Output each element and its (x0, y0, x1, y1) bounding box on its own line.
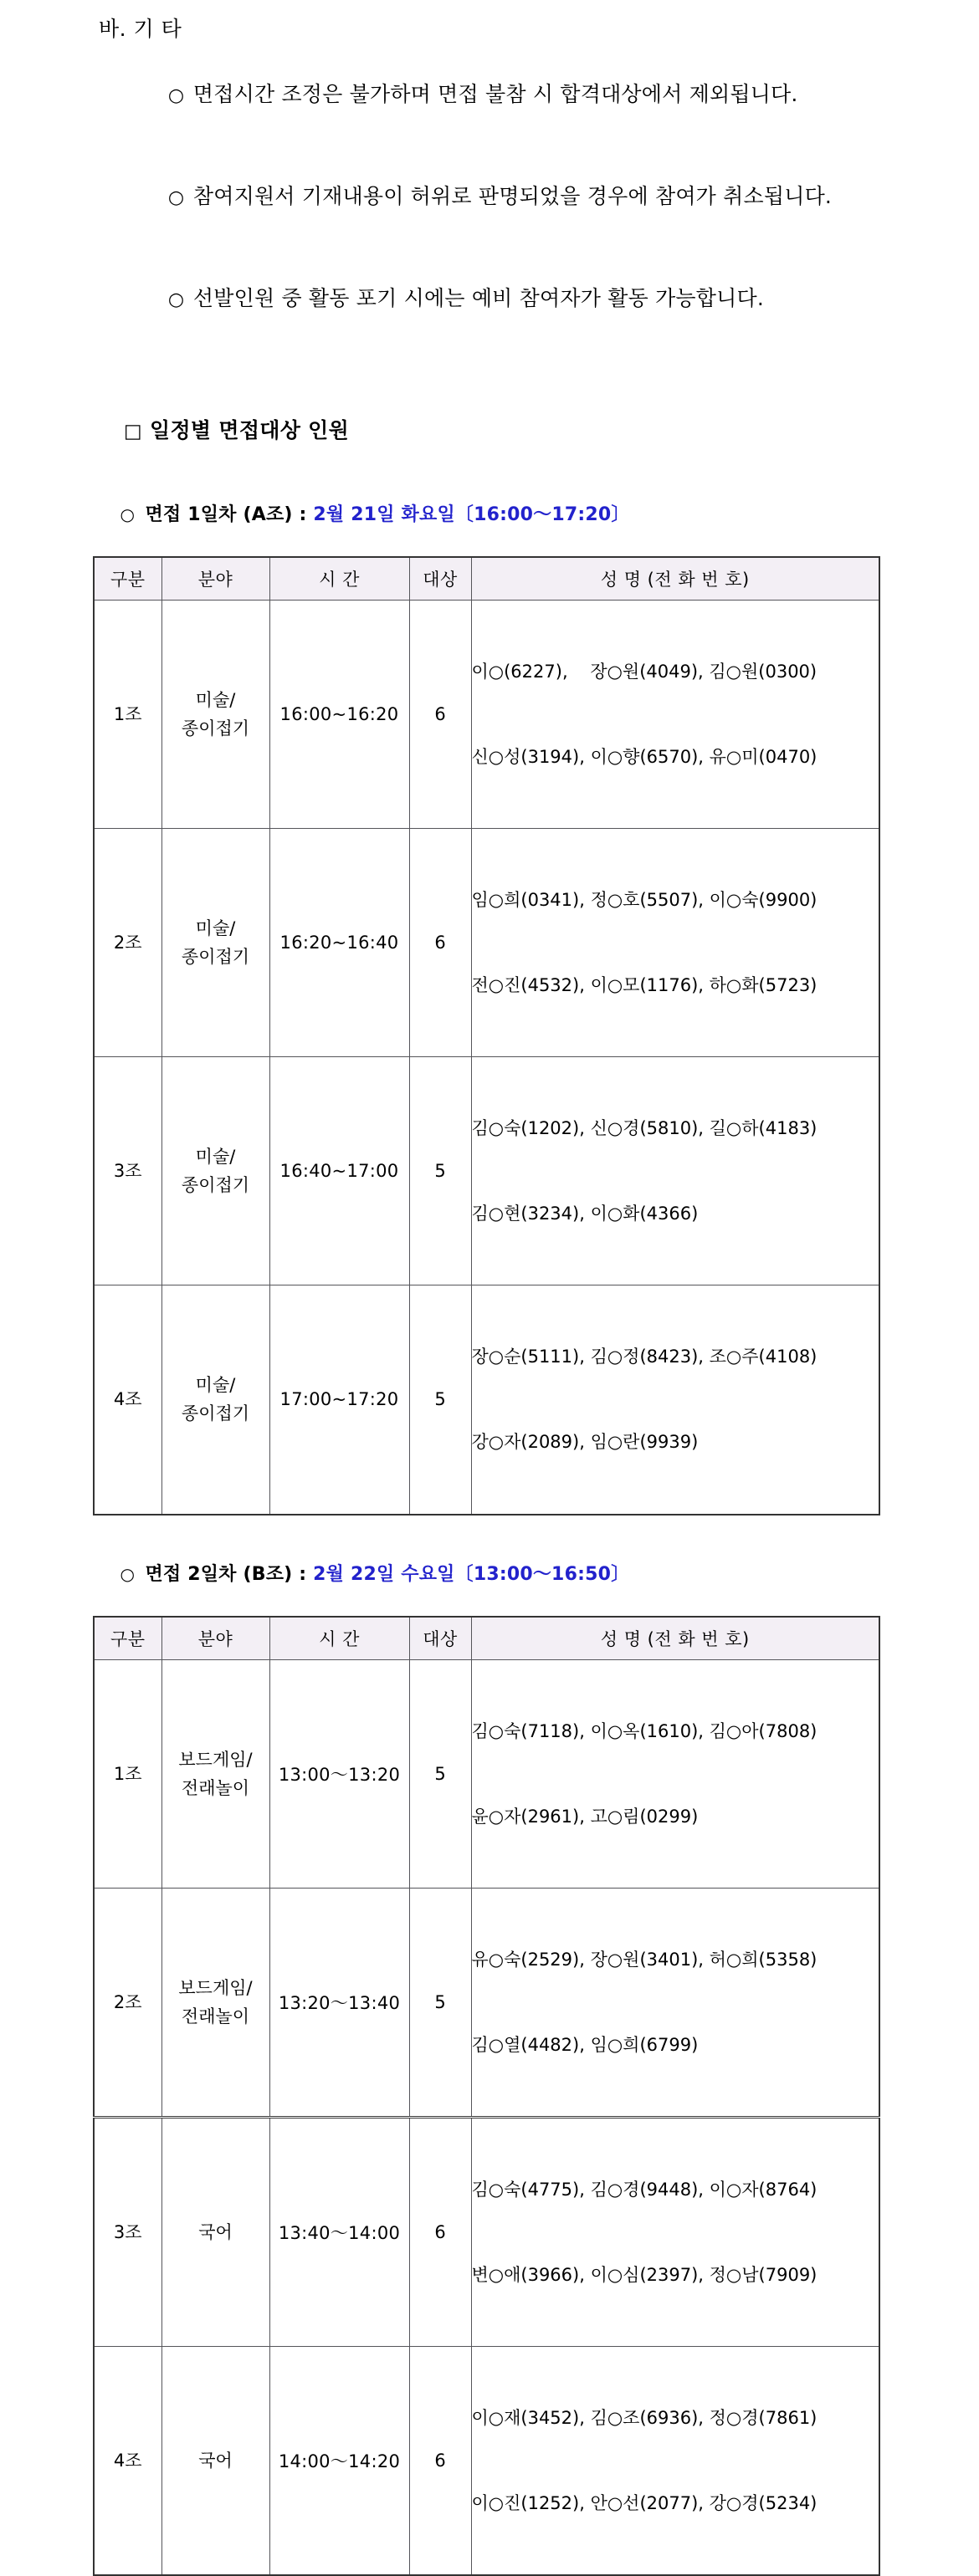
cell-names-line1: 김○숙(7118), 이○옥(1610), 김○아(7808) (472, 1717, 879, 1745)
note-item (127, 146, 979, 248)
cell-count: 6 (409, 2346, 471, 2575)
cell-field-line1: 국어 (162, 2218, 269, 2246)
column-header-field: 분야 (161, 557, 269, 601)
column-header-count: 대상 (409, 1617, 471, 1660)
day2-schedule-table (93, 1616, 880, 2576)
cell-field-line2: 종이접기 (162, 1399, 269, 1428)
cell-field-line1: 국어 (162, 2446, 269, 2475)
cell-field (161, 2346, 269, 2575)
table-row (94, 1659, 879, 1888)
cell-group: 3조 (94, 1057, 161, 1285)
cell-group: 4조 (94, 1285, 161, 1515)
cell-count: 5 (409, 1659, 471, 1888)
cell-names (471, 1057, 879, 1285)
cell-field (161, 1659, 269, 1888)
cell-names (471, 2346, 879, 2575)
spacer (0, 1602, 979, 1616)
cell-names (471, 2117, 879, 2346)
square-bullet-icon: □ (124, 422, 150, 442)
cell-field (161, 2117, 269, 2346)
cell-names (471, 1285, 879, 1515)
circle-bullet-icon: ○ (120, 506, 145, 523)
column-header-count: 대상 (409, 557, 471, 601)
cell-names (471, 829, 879, 1057)
cell-names-line2: 변○애(3966), 이○심(2397), 정○남(7909) (472, 2261, 879, 2289)
cell-names-line2: 김○현(3234), 이○화(4366) (472, 1199, 879, 1228)
cell-count: 6 (409, 2117, 471, 2346)
cell-field (161, 601, 269, 829)
cell-field (161, 829, 269, 1057)
cell-field-line1: 보드게임/ (162, 1974, 269, 2002)
cell-names-line1: 임○희(0341), 정○호(5507), 이○숙(9900) (472, 886, 879, 914)
note-text: 면접시간 조정은 불가하며 면접 불참 시 합격대상에서 제외됩니다. (193, 82, 798, 106)
column-header-group: 구분 (94, 557, 161, 601)
cell-field-line2: 종이접기 (162, 943, 269, 971)
day1-date: 2월 21일 화요일〔16:00～17:20〕 (313, 504, 629, 525)
cell-names-line2: 이○진(1252), 안○선(2077), 강○경(5234) (472, 2489, 879, 2517)
column-header-group: 구분 (94, 1617, 161, 1660)
cell-count: 6 (409, 829, 471, 1057)
column-header-field: 분야 (161, 1617, 269, 1660)
cell-time: 16:20~16:40 (269, 829, 409, 1057)
table-row (94, 1057, 879, 1285)
cell-names-line2: 김○열(4482), 임○희(6799) (472, 2031, 879, 2059)
table-header-row (94, 1617, 879, 1660)
cell-field-line2: 종이접기 (162, 714, 269, 743)
column-header-time: 시 간 (269, 557, 409, 601)
cell-count: 5 (409, 1888, 471, 2117)
note-text: 선발인원 중 활동 포기 시에는 예비 참여자가 활동 가능합니다. (193, 286, 764, 310)
cell-field-line1: 미술/ (162, 1371, 269, 1399)
cell-field-line1: 미술/ (162, 1142, 269, 1171)
cell-time: 13:20～13:40 (269, 1888, 409, 2117)
spacer (0, 1515, 979, 1547)
table-row (94, 1285, 879, 1515)
cell-field-line2: 종이접기 (162, 1171, 269, 1199)
note-text: 참여지원서 기재내용이 허위로 판명되었을 경우에 참여가 취소됩니다. (193, 184, 832, 208)
cell-group: 2조 (94, 1888, 161, 2117)
circle-bullet-icon: ○ (168, 284, 193, 317)
day1-heading (94, 488, 979, 543)
cell-group: 4조 (94, 2346, 161, 2575)
spacer (0, 350, 979, 399)
cell-names (471, 1888, 879, 2117)
cell-time: 14:00～14:20 (269, 2346, 409, 2575)
day2-heading (94, 1547, 979, 1602)
page-title (94, 399, 979, 463)
column-header-names: 성 명 (전 화 번 호) (471, 557, 879, 601)
column-header-names: 성 명 (전 화 번 호) (471, 1617, 879, 1660)
cell-names-line1: 이○재(3452), 김○조(6936), 정○경(7861) (472, 2404, 879, 2432)
cell-time: 17:00~17:20 (269, 1285, 409, 1515)
cell-names-line1: 김○숙(4775), 김○경(9448), 이○자(8764) (472, 2175, 879, 2204)
cell-field (161, 1888, 269, 2117)
cell-field (161, 1285, 269, 1515)
table-row (94, 2117, 879, 2346)
day2-date: 2월 22일 수요일〔13:00～16:50〕 (313, 1564, 629, 1585)
spacer (0, 543, 979, 556)
cell-time: 16:00~16:20 (269, 601, 409, 829)
cell-count: 5 (409, 1285, 471, 1515)
circle-bullet-icon: ○ (168, 79, 193, 113)
cell-names-line1: 장○순(5111), 김○정(8423), 조○주(4108) (472, 1342, 879, 1371)
cell-names-line2: 강○자(2089), 임○란(9939) (472, 1428, 879, 1456)
day1-schedule-table (93, 556, 880, 1515)
cell-field (161, 1057, 269, 1285)
cell-field-line1: 보드게임/ (162, 1745, 269, 1774)
note-item (127, 248, 979, 350)
cell-names-line1: 유○숙(2529), 장○원(3401), 허○희(5358) (472, 1945, 879, 1974)
cell-time: 13:00～13:20 (269, 1659, 409, 1888)
column-header-time: 시 간 (269, 1617, 409, 1660)
cell-count: 6 (409, 601, 471, 829)
cell-names (471, 601, 879, 829)
section-label: 바. 기 타 (99, 18, 979, 39)
table-row (94, 829, 879, 1057)
cell-names-line1: 김○숙(1202), 신○경(5810), 길○하(4183) (472, 1114, 879, 1142)
day2-label: 면접 2일차 (B조) : (145, 1564, 313, 1585)
cell-group: 1조 (94, 601, 161, 829)
cell-field-line1: 미술/ (162, 686, 269, 714)
table-header-row (94, 557, 879, 601)
cell-group: 2조 (94, 829, 161, 1057)
cell-count: 5 (409, 1057, 471, 1285)
cell-field-line2: 전래놀이 (162, 2002, 269, 2031)
circle-bullet-icon: ○ (168, 181, 193, 215)
table-row (94, 2346, 879, 2575)
cell-time: 13:40～14:00 (269, 2117, 409, 2346)
cell-names-line2: 전○진(4532), 이○모(1176), 하○화(5723) (472, 971, 879, 999)
cell-group: 3조 (94, 2117, 161, 2346)
cell-names-line1: 이○(6227), 장○원(4049), 김○원(0300) (472, 657, 879, 686)
circle-bullet-icon: ○ (120, 1566, 145, 1582)
table-row (94, 1888, 879, 2117)
cell-time: 16:40~17:00 (269, 1057, 409, 1285)
cell-names (471, 1659, 879, 1888)
table-row (94, 601, 879, 829)
cell-field-line1: 미술/ (162, 914, 269, 943)
cell-field-line2: 전래놀이 (162, 1774, 269, 1802)
notes-list (0, 44, 979, 350)
cell-names-line2: 윤○자(2961), 고○림(0299) (472, 1802, 879, 1831)
day1-label: 면접 1일차 (A조) : (145, 504, 313, 525)
page-title-text: 일정별 면접대상 인원 (150, 418, 349, 442)
spacer (0, 463, 979, 488)
note-item (127, 44, 979, 146)
document-page (0, 0, 979, 1130)
cell-names-line2: 신○성(3194), 이○향(6570), 유○미(0470) (472, 743, 879, 771)
cell-group: 1조 (94, 1659, 161, 1888)
